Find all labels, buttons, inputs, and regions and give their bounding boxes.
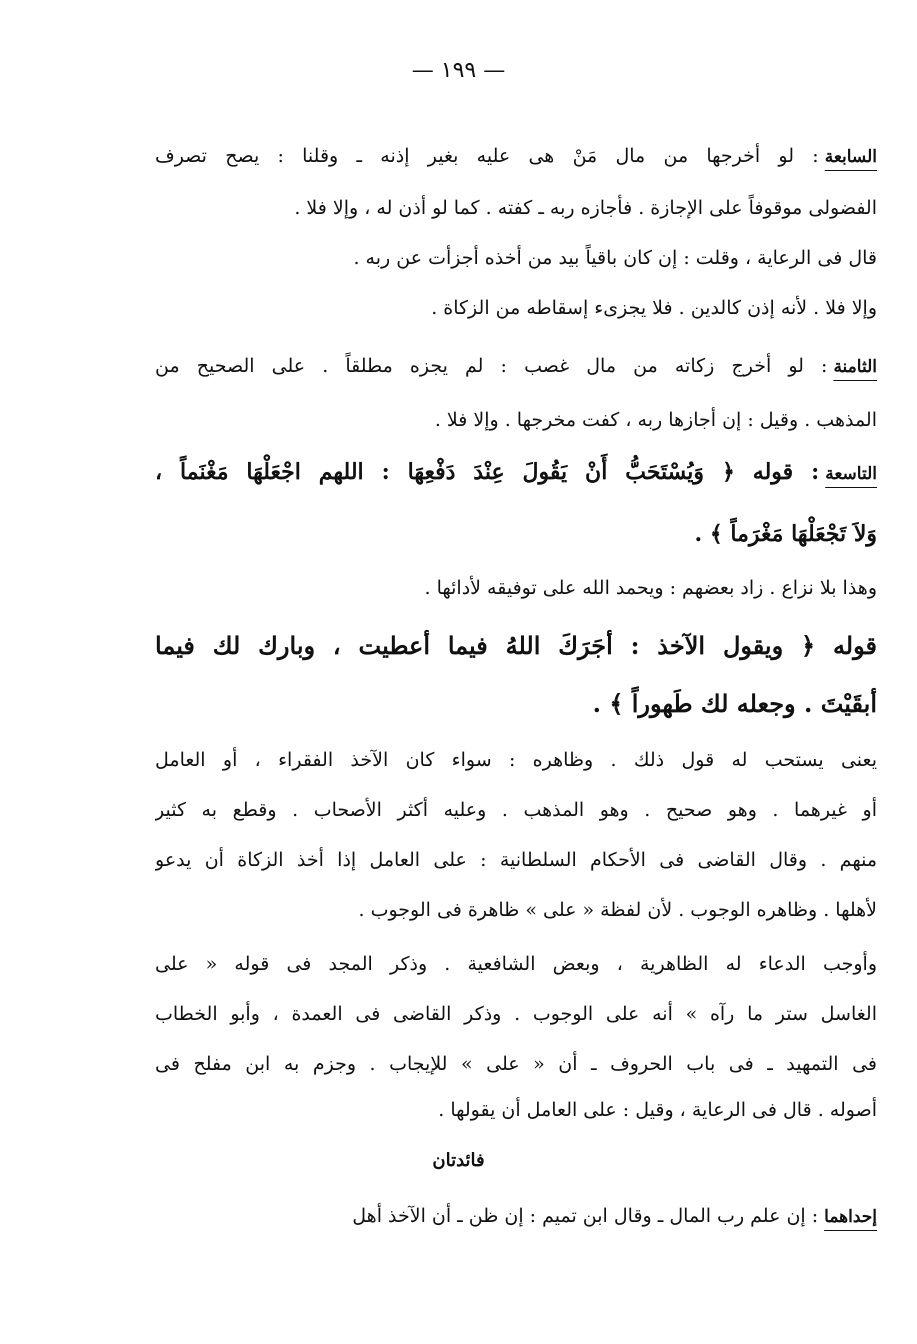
section-heading: فائدتان — [432, 1150, 485, 1171]
text-line: الثامنة: لو أخرج زكاته من مال غصب : لم يجزه مطلقاً . على الصحيح من — [155, 355, 877, 377]
text-line: المذهب . وقيل : إن أجازها ربه ، كفت مخرجها . وإلا فلا . — [434, 409, 877, 431]
text-line: الفضولى موقوفاً على الإجازة . فأجازه ربه ـ كفته . كما لو أذن له ، وإلا فلا . — [294, 197, 877, 219]
page-number: — ١٩٩ — — [411, 58, 506, 83]
text-line: وأوجب الدعاء له الظاهرية ، وبعض الشافعية . وذكر المجد فى قوله « على — [155, 953, 877, 975]
text-line: فى التمهيد ـ فى باب الحروف ـ أن « على » للإيجاب . وجزم به ابن مفلح فى — [155, 1053, 877, 1075]
text-line: إحداهما: إن علم رب المال ـ وقال ابن تميم : إن ظن ـ أن الآخذ أهل — [352, 1205, 877, 1227]
section-marker: إحداهما — [824, 1207, 877, 1227]
section-marker: التاسعة — [825, 464, 877, 484]
text-line: التاسعة: قوله ﴿ وَيُسْتَحَبُّ أَنْ يَقُولَ عِنْدَ دَفْعِهَا : اللهم اجْعَلْهَا مَغْنَماً ، — [155, 459, 877, 485]
text-line: لأهلها . وظاهره الوجوب . لأن لفظة « على » ظاهرة فى الوجوب . — [358, 899, 877, 921]
section-marker: الثامنة — [833, 357, 877, 377]
text-line: منهم . وقال القاضى فى الأحكام السلطانية : على العامل إذا أخذ الزكاة أن يدعو — [155, 849, 877, 871]
text-line: وهذا بلا نزاع . زاد بعضهم : ويحمد الله على توفيقه لأدائها . — [424, 577, 877, 599]
text-line: أو غيرهما . وهو صحيح . وهو المذهب . وعليه أكثر الأصحاب . وقطع به كثير — [155, 799, 877, 821]
text-line: وإلا فلا . لأنه إذن كالدين . فلا يجزىء إسقاطه من الزكاة . — [431, 297, 877, 319]
text-line: يعنى يستحب له قول ذلك . وظاهره : سواء كان الآخذ الفقراء ، أو العامل — [155, 749, 877, 771]
text-line: قال فى الرعاية ، وقلت : إن كان باقياً بيد من أخذه أجزأت عن ربه . — [353, 247, 877, 269]
text-line: أبقَيْتَ . وجعله لك طَهوراً ﴾ . — [592, 689, 877, 718]
text-line: الغاسل ستر ما رآه » أنه على الوجوب . وذكر القاضى فى العمدة ، وأبو الخطاب — [155, 1003, 877, 1025]
section-marker: السابعة — [824, 147, 877, 167]
text-line: أصوله . قال فى الرعاية ، وقيل : على العامل أن يقولها . — [438, 1099, 877, 1121]
text-line: قوله ﴿ ويقول الآخذ : أجَرَكَ اللهُ فيما أعطيت ، وبارك لك فيما — [155, 631, 877, 660]
text-line: وَلاَ تَجْعَلْهَا مَغْرَماً ﴾ . — [694, 521, 877, 547]
text-line: السابعة: لو أخرجها من مال مَنْ هى عليه بغير إذنه ـ وقلنا : يصح تصرف — [155, 145, 877, 167]
